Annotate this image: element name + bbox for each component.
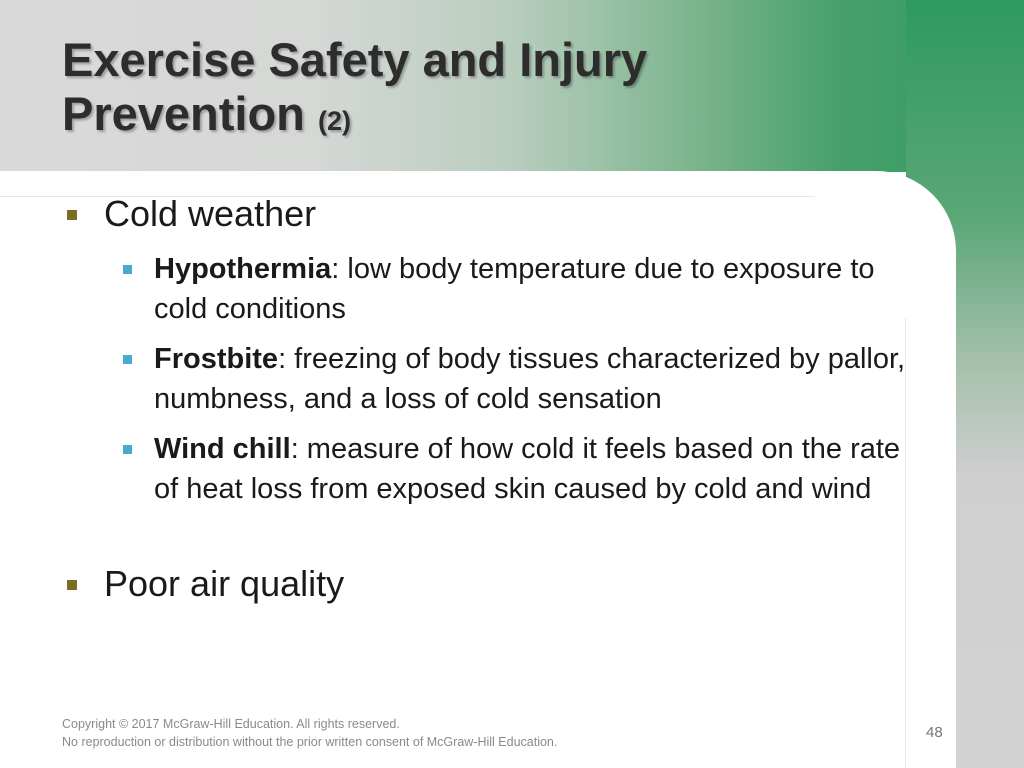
title-line-1: Exercise Safety and Injury <box>62 33 648 86</box>
term-label: Hypothermia <box>154 253 332 285</box>
square-bullet-icon <box>123 355 132 364</box>
subbullet-hypothermia <box>154 249 914 329</box>
term-definition: : measure of how cold it feels based on the rate of heat loss from exposed skin caused by cold and wind <box>154 433 901 505</box>
term-label: Wind chill <box>154 433 291 465</box>
reproduction-notice: No reproduction or distribution without the prior written consent of McGraw-Hill Education. <box>62 735 558 749</box>
copyright-line: Copyright © 2017 McGraw-Hill Education. All rights reserved. <box>62 717 400 731</box>
square-bullet-icon <box>67 580 77 590</box>
term-label: Frostbite <box>154 343 279 375</box>
term-definition: : low body temperature due to exposure to cold conditions <box>154 253 875 325</box>
slide-title <box>62 33 647 148</box>
subbullet-frostbite <box>154 339 954 419</box>
copyright-footer <box>62 715 557 751</box>
bullet-text: Poor air quality <box>104 563 345 604</box>
square-bullet-icon <box>123 445 132 454</box>
bullet-cold-weather <box>104 193 904 235</box>
bullet-poor-air-quality <box>104 563 804 605</box>
page-number: 48 <box>926 724 943 741</box>
title-line-2: Prevention <box>62 87 305 140</box>
subbullet-wind-chill <box>154 429 924 509</box>
bullet-text: Cold weather <box>104 193 317 234</box>
title-suffix: (2) <box>317 106 351 136</box>
square-bullet-icon <box>67 210 77 220</box>
term-definition: : freezing of body tissues characterized by pallor, numbness, and a loss of cold sensation <box>154 343 906 415</box>
square-bullet-icon <box>123 265 132 274</box>
